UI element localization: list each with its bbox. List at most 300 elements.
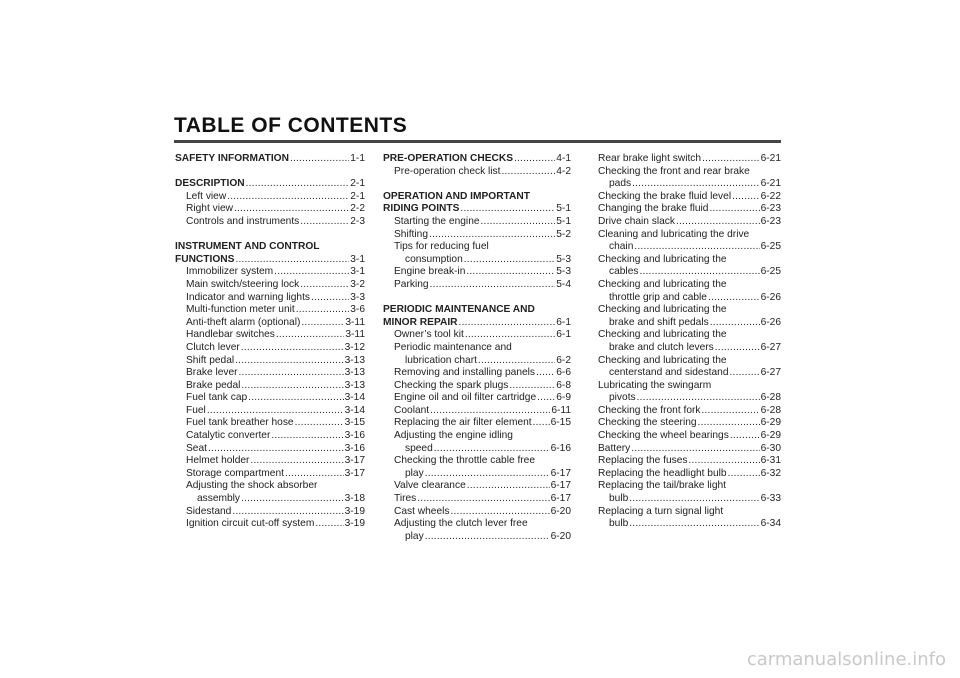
toc-entry-line: Checking the throttle cable free [394, 455, 536, 467]
toc-page-number: 3-1 [350, 253, 365, 265]
dot-leader [629, 493, 759, 506]
toc-page-number: 6-26 [760, 291, 781, 303]
toc-page-number: 6-23 [760, 203, 781, 215]
toc-page-number: 5-1 [556, 203, 571, 215]
toc-entry-title: play [405, 467, 424, 479]
toc-page-number: 6-33 [760, 493, 781, 505]
dot-leader [632, 178, 760, 191]
toc-entry[interactable] [598, 292, 781, 305]
toc-page-number: 6-23 [760, 215, 781, 227]
toc-entry[interactable] [598, 191, 781, 204]
toc-entry-title: Fuel tank breather hose [186, 417, 294, 429]
toc-entry[interactable] [598, 367, 781, 380]
toc-entry[interactable] [598, 342, 781, 355]
dot-leader [631, 443, 759, 456]
toc-entry[interactable] [598, 241, 781, 254]
toc-page-number: 6-8 [556, 379, 571, 391]
dot-leader [276, 329, 344, 342]
toc-page-number: 6-32 [760, 467, 781, 479]
toc-page-number: 3-1 [350, 266, 365, 278]
toc-entry-title: brake and shift pedals [609, 316, 709, 328]
dot-leader [676, 216, 760, 229]
toc-entry[interactable] [383, 468, 571, 481]
toc-entry-title: Left view [186, 190, 227, 202]
toc-entry[interactable] [175, 342, 365, 355]
toc-section-heading-line: PERIODIC MAINTENANCE AND [383, 304, 535, 316]
toc-page-number: 2-3 [350, 215, 365, 227]
toc-entry-title: PRE-OPERATION CHECKS [383, 153, 513, 164]
toc-entry-title: speed [405, 442, 433, 454]
toc-entry-line: Replacing the tail/brake light [598, 480, 726, 492]
dot-leader [501, 166, 555, 179]
dot-leader [430, 405, 550, 418]
toc-entry-title: Cast wheels [394, 505, 450, 517]
dot-leader [698, 417, 760, 430]
toc-entry-title: MINOR REPAIR [383, 316, 458, 328]
dot-leader [250, 455, 343, 468]
dot-leader [730, 367, 760, 380]
dot-leader [296, 304, 350, 317]
dot-leader [207, 405, 344, 418]
toc-entry-title: centerstand and sidestand [609, 367, 729, 379]
toc-entry-title: Checking the front fork [598, 404, 701, 416]
dot-leader [311, 292, 349, 305]
toc-page-number: 6-25 [760, 266, 781, 278]
toc-entry-title: pads [609, 178, 632, 190]
toc-entry-title: Main switch/steering lock [186, 278, 300, 290]
toc-entry[interactable] [175, 191, 365, 204]
toc-entry-title: Helmet holder [186, 455, 250, 467]
toc-entry-title: Valve clearance [394, 480, 466, 492]
toc-entry-title: Shift pedal [186, 354, 235, 366]
toc-page-number: 3-11 [345, 329, 365, 341]
toc-entry[interactable] [175, 405, 365, 418]
toc-entry-title: Replacing the fuses [598, 455, 688, 467]
dot-leader [710, 317, 760, 330]
dot-leader [227, 191, 349, 204]
toc-entry[interactable] [175, 317, 365, 330]
toc-entry-title: cables [609, 266, 639, 278]
toc-page-number: 3-13 [344, 367, 365, 379]
toc-entry[interactable] [383, 443, 571, 456]
toc-page-number: 6-17 [550, 493, 571, 505]
dot-leader [425, 531, 550, 544]
toc-entry[interactable] [175, 430, 365, 443]
toc-entry-title: Changing the brake fluid [598, 203, 709, 215]
toc-entry[interactable] [598, 178, 781, 191]
dot-leader [241, 342, 344, 355]
dot-leader [434, 443, 550, 456]
toc-page-number: 3-14 [344, 404, 365, 416]
toc-entry[interactable] [598, 216, 781, 229]
dot-leader [232, 506, 343, 519]
toc-column-2 [383, 153, 571, 543]
toc-page-number: 3-16 [344, 442, 365, 454]
dot-leader [460, 203, 555, 216]
toc-page-number: 4-1 [556, 153, 571, 164]
toc-page-number: 5-3 [556, 266, 571, 278]
dot-leader [430, 279, 556, 292]
dot-leader [241, 493, 344, 506]
dot-leader [481, 216, 556, 229]
toc-entry[interactable] [598, 430, 781, 443]
toc-page-number: 6-20 [550, 505, 571, 517]
toc-entry-title: Engine oil and oil filter cartridge [394, 392, 537, 404]
toc-section-entry[interactable] [383, 203, 571, 216]
toc-entry[interactable] [598, 443, 781, 456]
toc-entry-title: Storage compartment [186, 467, 284, 479]
toc-entry-title: consumption [405, 253, 463, 265]
toc-page-number: 4-2 [556, 165, 571, 177]
toc-entry-title: Catalytic converter [186, 430, 271, 442]
toc-entry[interactable] [175, 468, 365, 481]
dot-leader [730, 430, 760, 443]
toc-entry-title: Replacing the air filter element [394, 417, 532, 429]
toc-entry[interactable] [383, 417, 571, 430]
dot-leader [688, 455, 759, 468]
dot-leader [208, 443, 344, 456]
dot-leader [466, 266, 555, 279]
toc-entry[interactable] [383, 216, 571, 229]
toc-spacer [175, 229, 365, 242]
toc-entry[interactable] [598, 317, 781, 330]
toc-entry-title: Coolant [394, 404, 430, 416]
toc-entry-title: Checking the spark plugs [394, 379, 509, 391]
toc-entry[interactable] [175, 417, 365, 430]
dot-leader [246, 178, 350, 191]
toc-entry-title: SAFETY INFORMATION [175, 153, 289, 164]
dot-leader [536, 367, 555, 380]
toc-page-number: 1-1 [350, 153, 365, 164]
toc-entry-title: Pre-operation check list [394, 165, 501, 177]
toc-entry[interactable] [175, 355, 365, 368]
toc-page-number: 6-1 [556, 329, 571, 341]
toc-entry[interactable] [598, 266, 781, 279]
dot-leader [634, 241, 759, 254]
toc-entry[interactable] [175, 518, 365, 531]
title-underline [174, 140, 781, 143]
dot-leader [509, 380, 555, 393]
dot-leader [702, 405, 760, 418]
dot-leader [315, 518, 343, 531]
toc-entry-line: Cleaning and lubricating the drive [598, 228, 750, 240]
toc-entry[interactable] [383, 531, 571, 544]
toc-entry[interactable] [175, 279, 365, 292]
toc-page-number: 6-28 [760, 404, 781, 416]
toc-page-number: 6-20 [550, 530, 571, 542]
toc-entry[interactable] [175, 329, 365, 342]
toc-entry-title: bulb [609, 518, 629, 530]
toc-entry[interactable] [175, 203, 365, 216]
toc-entry-title: Fuel [186, 404, 206, 416]
toc-spacer [175, 166, 365, 179]
toc-entry-title: Indicator and warning lights [186, 291, 311, 303]
dot-leader [637, 392, 760, 405]
dot-leader [301, 317, 344, 330]
toc-entry[interactable] [175, 292, 365, 305]
toc-page-number: 3-13 [344, 354, 365, 366]
toc-entry-line: Checking and lubricating the [598, 304, 727, 316]
toc-entry-title: Immobilizer system [186, 266, 274, 278]
toc-entry[interactable] [175, 216, 365, 229]
toc-page-number: 6-31 [760, 455, 781, 467]
dot-leader [235, 355, 343, 368]
toc-page-number: 6-1 [556, 316, 571, 328]
dot-leader [285, 468, 344, 481]
toc-page-number: 6-27 [760, 367, 781, 379]
toc-entry[interactable] [383, 229, 571, 242]
dot-leader [514, 153, 555, 166]
dot-leader [295, 417, 344, 430]
toc-page-number: 3-16 [344, 430, 365, 442]
toc-page-number: 3-17 [344, 467, 365, 479]
toc-entry[interactable] [383, 266, 571, 279]
dot-leader [425, 468, 550, 481]
dot-leader [537, 392, 555, 405]
toc-entry[interactable] [175, 392, 365, 405]
toc-entry-title: Starting the engine [394, 215, 480, 227]
dot-leader [464, 254, 556, 267]
dot-leader [459, 317, 556, 330]
toc-page-number: 2-1 [350, 190, 365, 202]
toc-entry[interactable] [598, 153, 781, 166]
toc-page-number: 6-22 [760, 190, 781, 202]
toc-entry[interactable] [175, 455, 365, 468]
toc-entry-title: chain [609, 241, 634, 253]
toc-page-number: 3-19 [344, 518, 365, 530]
toc-entry[interactable] [175, 367, 365, 380]
dot-leader [465, 329, 555, 342]
dot-leader [429, 229, 555, 242]
toc-entry[interactable] [598, 468, 781, 481]
toc-entry-title: Brake lever [186, 367, 238, 379]
dot-leader [715, 342, 760, 355]
toc-entry[interactable] [598, 518, 781, 531]
toc-page-number: 6-17 [550, 467, 571, 479]
toc-entry-line: Adjusting the shock absorber [186, 480, 318, 492]
dot-leader [629, 518, 759, 531]
toc-page-number: 6-26 [760, 316, 781, 328]
toc-page-number: 3-6 [350, 304, 365, 316]
watermark-text: carmanualsonline.info [746, 649, 946, 670]
dot-leader [271, 430, 343, 443]
dot-leader [732, 191, 760, 204]
toc-entry-title: assembly [197, 493, 241, 505]
toc-entry-line: Replacing a turn signal light [598, 505, 724, 517]
toc-entry-title: brake and clutch levers [609, 341, 714, 353]
toc-page-number: 3-19 [344, 505, 365, 517]
toc-page-number: 6-17 [550, 480, 571, 492]
dot-leader [533, 417, 550, 430]
toc-entry[interactable] [598, 203, 781, 216]
toc-section-entry[interactable] [175, 153, 365, 166]
toc-page-number: 6-15 [550, 417, 571, 429]
toc-page-number: 5-4 [556, 278, 571, 290]
toc-entry-title: throttle grip and cable [609, 291, 707, 303]
toc-entry-title: bulb [609, 493, 629, 505]
toc-entry-title: Battery [598, 442, 631, 454]
toc-entry[interactable] [383, 355, 571, 368]
toc-section-heading-line: INSTRUMENT AND CONTROL [175, 241, 320, 253]
toc-entry-title: Fuel tank cap [186, 392, 248, 404]
toc-entry-title: DESCRIPTION [175, 178, 245, 190]
toc-entry-line: Tips for reducing fuel [394, 241, 489, 253]
toc-page-number: 6-21 [760, 178, 781, 190]
toc-page-number: 2-2 [350, 203, 365, 215]
toc-spacer [383, 178, 571, 191]
dot-leader [709, 203, 759, 216]
toc-entry-title: Controls and instruments [186, 215, 300, 227]
toc-entry[interactable] [383, 367, 571, 380]
toc-page-number: 5-2 [556, 228, 571, 240]
toc-entry[interactable] [175, 506, 365, 519]
toc-entry[interactable] [383, 329, 571, 342]
toc-entry-title: Multi-function meter unit [186, 304, 295, 316]
dot-leader [300, 279, 349, 292]
toc-entry-title: Removing and installing panels [394, 367, 536, 379]
toc-page-number: 3-3 [350, 291, 365, 303]
toc-section-entry[interactable] [175, 178, 365, 191]
toc-entry-title: Replacing the headlight bulb [598, 467, 727, 479]
toc-column-3 [598, 153, 781, 531]
toc-entry[interactable] [175, 266, 365, 279]
toc-entry-title: Parking [394, 278, 429, 290]
toc-page-number: 6-11 [551, 404, 571, 416]
toc-entry-title: play [405, 530, 424, 542]
toc-entry[interactable] [175, 443, 365, 456]
dot-leader [235, 254, 349, 267]
toc-page-number: 6-16 [550, 442, 571, 454]
toc-entry[interactable] [383, 392, 571, 405]
toc-page-number: 3-2 [350, 278, 365, 290]
toc-entry-title: Tires [394, 493, 417, 505]
toc-entry-line: Lubricating the swingarm [598, 379, 712, 391]
toc-spacer [383, 292, 571, 305]
toc-page-number: 6-28 [760, 392, 781, 404]
dot-leader [274, 266, 349, 279]
toc-entry[interactable] [175, 304, 365, 317]
toc-page-number: 6-25 [760, 241, 781, 253]
toc-entry-title: Checking the wheel bearings [598, 430, 729, 442]
toc-entry-title: Checking the brake fluid level [598, 190, 732, 202]
toc-section-entry[interactable] [383, 153, 571, 166]
toc-entry-title: Checking the steering [598, 417, 697, 429]
toc-page-number: 6-9 [556, 392, 571, 404]
toc-entry-title: Shifting [394, 228, 428, 240]
toc-entry[interactable] [383, 405, 571, 418]
dot-leader [451, 506, 550, 519]
toc-entry[interactable] [598, 417, 781, 430]
toc-entry-title: Owner’s tool kit [394, 329, 464, 341]
toc-entry-title: Drive chain slack [598, 215, 675, 227]
dot-leader [478, 355, 555, 368]
toc-page-number: 3-14 [344, 392, 365, 404]
toc-entry[interactable] [383, 506, 571, 519]
toc-page-number: 6-34 [760, 518, 781, 530]
toc-entry-title: Right view [186, 203, 233, 215]
toc-entry[interactable] [383, 480, 571, 493]
toc-page-number: 3-12 [344, 341, 365, 353]
page-title: TABLE OF CONTENTS [174, 114, 408, 137]
toc-section-entry[interactable] [383, 317, 571, 330]
toc-page-number: 3-18 [344, 493, 365, 505]
toc-page-number: 3-15 [344, 417, 365, 429]
toc-entry[interactable] [598, 392, 781, 405]
dot-leader [728, 468, 760, 481]
toc-entry-title: Engine break-in [394, 266, 466, 278]
toc-entry-line: Adjusting the clutch lever free [394, 518, 528, 530]
toc-entry-title: Seat [186, 442, 207, 454]
toc-entry-line: Checking and lubricating the [598, 278, 727, 290]
toc-page-number: 6-29 [760, 417, 781, 429]
toc-page-number: 5-3 [556, 253, 571, 265]
toc-entry-line: Checking and lubricating the [598, 354, 727, 366]
toc-entry[interactable] [383, 493, 571, 506]
toc-page-number: 2-1 [350, 178, 365, 190]
dot-leader [248, 392, 343, 405]
toc-page-number: 6-29 [760, 430, 781, 442]
toc-entry[interactable] [175, 493, 365, 506]
toc-entry-title: FUNCTIONS [175, 253, 235, 265]
dot-leader [417, 493, 549, 506]
toc-entry[interactable] [383, 380, 571, 393]
toc-entry[interactable] [175, 380, 365, 393]
toc-entry-title: Brake pedal [186, 379, 241, 391]
toc-page-number: 6-2 [556, 354, 571, 366]
toc-entry[interactable] [598, 455, 781, 468]
toc-entry[interactable] [598, 405, 781, 418]
toc-entry-title: Sidestand [186, 505, 232, 517]
toc-entry[interactable] [383, 254, 571, 267]
toc-entry-title: Anti-theft alarm (optional) [186, 316, 301, 328]
toc-page-number: 5-1 [556, 215, 571, 227]
toc-entry-title: pivots [609, 392, 636, 404]
toc-section-heading-line: OPERATION AND IMPORTANT [383, 190, 530, 202]
toc-page-number: 6-27 [760, 341, 781, 353]
toc-entry-title: Ignition circuit cut-off system [186, 518, 315, 530]
toc-entry-line: Checking and lubricating the [598, 329, 727, 341]
toc-entry[interactable] [598, 493, 781, 506]
dot-leader [234, 203, 349, 216]
dot-leader [241, 380, 343, 393]
dot-leader [639, 266, 759, 279]
toc-entry-title: RIDING POINTS [383, 203, 460, 215]
toc-entry[interactable] [383, 166, 571, 179]
toc-entry[interactable] [383, 279, 571, 292]
toc-page-number: 6-30 [760, 442, 781, 454]
toc-section-entry[interactable] [175, 254, 365, 267]
toc-entry-line: Periodic maintenance and [394, 341, 512, 353]
toc-entry-line: Checking and lubricating the [598, 253, 727, 265]
toc-entry-title: Clutch lever [186, 341, 240, 353]
toc-page-number: 6-21 [760, 153, 781, 164]
toc-entry-line: Checking the front and rear brake [598, 165, 750, 177]
dot-leader [239, 367, 344, 380]
toc-page-number: 6-6 [556, 367, 571, 379]
toc-page-number: 3-17 [344, 455, 365, 467]
dot-leader [708, 292, 760, 305]
toc-page-number: 3-11 [345, 316, 365, 328]
toc-column-1 [175, 153, 365, 531]
toc-entry-line: Adjusting the engine idling [394, 430, 513, 442]
toc-entry-title: Rear brake light switch [598, 153, 702, 164]
toc-entry-title: Handlebar switches [186, 329, 275, 341]
dot-leader [300, 216, 349, 229]
dot-leader [290, 153, 349, 166]
toc-page-number: 3-13 [344, 379, 365, 391]
dot-leader [467, 480, 550, 493]
toc-entry-title: lubrication chart [405, 354, 477, 366]
